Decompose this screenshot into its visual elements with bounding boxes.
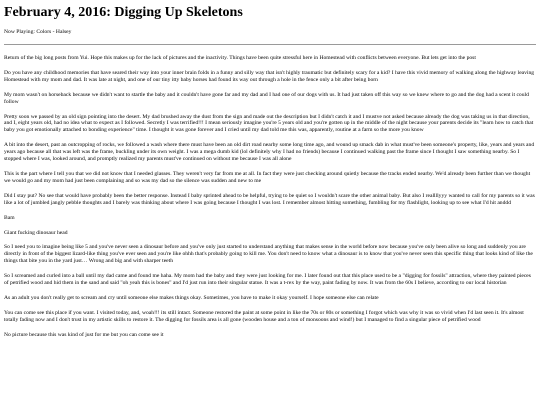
paragraph: A bit into the desert, past an outcropping of rocks, we followed a wash where there must have been an old dirt road nearby some long time ago, and wound up smack dab in what must've been someone's property, like, years and years and years ago because all that was left was the frame, buckling under its own weight. I was a mega dumb kid (lol definitely why I had no friends) because I continued walking past the frame since I thought I saw something nearby. So I stopped where I was, looked around, and promptly realized my parents must've continued on without me because I was all alone (4, 142, 535, 163)
paragraph: This is the part where I tell you that we did not know that I needed glasses. They weren't very far from me at all. In fact they were just checking around quietly because the tracks ended nearby. We'd already been further than we thought we would go and my mom had just been complaining and so was my dad so the silence was sudden and new to me (4, 170, 531, 184)
paragraph: You can come see this place if you want. I visited today, and, woah!!! its still intact. Someone restored the paint at some point in like the 70s or 80s or something I forgot which was why it was so vivid when I'd last seen it. It's almost totally fading now and I don't trust in my artistic skills to restore it. The digging for fossils area is all gone (wooden house and a ton of monsoons and wind!) but I managed to find a singular piece of petrified wood (4, 309, 524, 323)
paragraph: So I screamed and curled into a ball until my dad came and found me haha. My mom had the baby and they were just looking for me. I later found out that this place used to be a "digging for fossils" attraction, where they painted pieces of petrified wood and hid them in the sand and said "oh yeah this is bones" and I'd just run into their singular statue. It was a t-rex by the way, paint fading by now. It was from the 60s I believe, according to our local historian (4, 273, 531, 287)
paragraph: So I need you to imagine being like 5 and you've never seen a dinosaur before and you've only just started to understand anything that makes sense in the world before now because you've only been alive so long and suddenly you are directly in front of the biggest lizard-like thing you've ever seen and you're like ohhh that's probably going to kill me. You don't need to know what a dinosaur is to know that you've never seen this specific thing that looks kind of like the things that bite you in the yard just… Wrong and big and with sharper teeth (4, 244, 533, 265)
now-playing: Now Playing: Colors - Halsey (4, 29, 72, 35)
post-title: February 4, 2016: Digging Up Skeletons (4, 5, 243, 20)
paragraph: As an adult you don't really get to scream and cry until someone else makes things okay. Sometimes, you have to make it okay yourself. I hope someone else can relate (4, 294, 379, 301)
paragraph: Return of the big long posts from Yui. Hope this makes up for the lack of pictures and the inactivity. Things have been quite stressful here in Homestead with conflicts between everyone. But lets get into the post (4, 55, 476, 61)
paragraph: My mom wasn't on horseback because we didn't want to startle the baby and it couldn't have gone far and my dad and I had one of our dogs with us. It had just taken off this way so we knew where to go and the dog had a scent it could follow (4, 91, 529, 105)
paragraph: No picture because this was kind of just for me but you can come see it (4, 331, 164, 338)
paragraph: Bam (4, 214, 15, 221)
title-divider (4, 44, 536, 45)
post-body (4, 55, 536, 339)
paragraph: Did I stay put? No see that would have probably been the better response. Instead I baby sprinted ahead to be helpful, trying to be quiet so I wouldn't scare the other animal baby. But also I reallllyyy wanted to call for my parents so it was like a lot of jumbled jangly pebble thoughts and I barely was thinking about where I was going because I thought I was lost. I remember almost hitting something, fumbling for my flashlight, looking up to see what I'd hit anddd (4, 192, 535, 206)
paragraph: Pretty soon we passed by an old sign pointing into the desert. My dad brushed away the dust from the sign and made out the description but I didn't catch it and I mustve not asked because already the dog was taking us in that direction, and I, eight years old, had no idea what to expect as I followed. Secretly I was terrified!!! I mean seriously imagine you're 5 years old and you're gotten up in the middle of the night because your parents decide its "learn how to catch that baby you got emotionally attached to bonding experience" time. I thought it was gone forever and I cried until my dad told me this was, apparently, routine at a farm so the more you know (4, 113, 534, 134)
paragraph: Do you have any childhood memories that have seared their way into your inner brain folds in a funny and silly way that isn't highly traumatic but definitely scary for a kid? I have this vivid memory of walking along the highway leaving Homestead with my mom and dad. It was late at night, and one of our tiny itty baby horses had found its way out through a hole in the fence only a bit after being born (4, 69, 535, 83)
paragraph: Giant fucking dinosaur head (4, 229, 68, 236)
